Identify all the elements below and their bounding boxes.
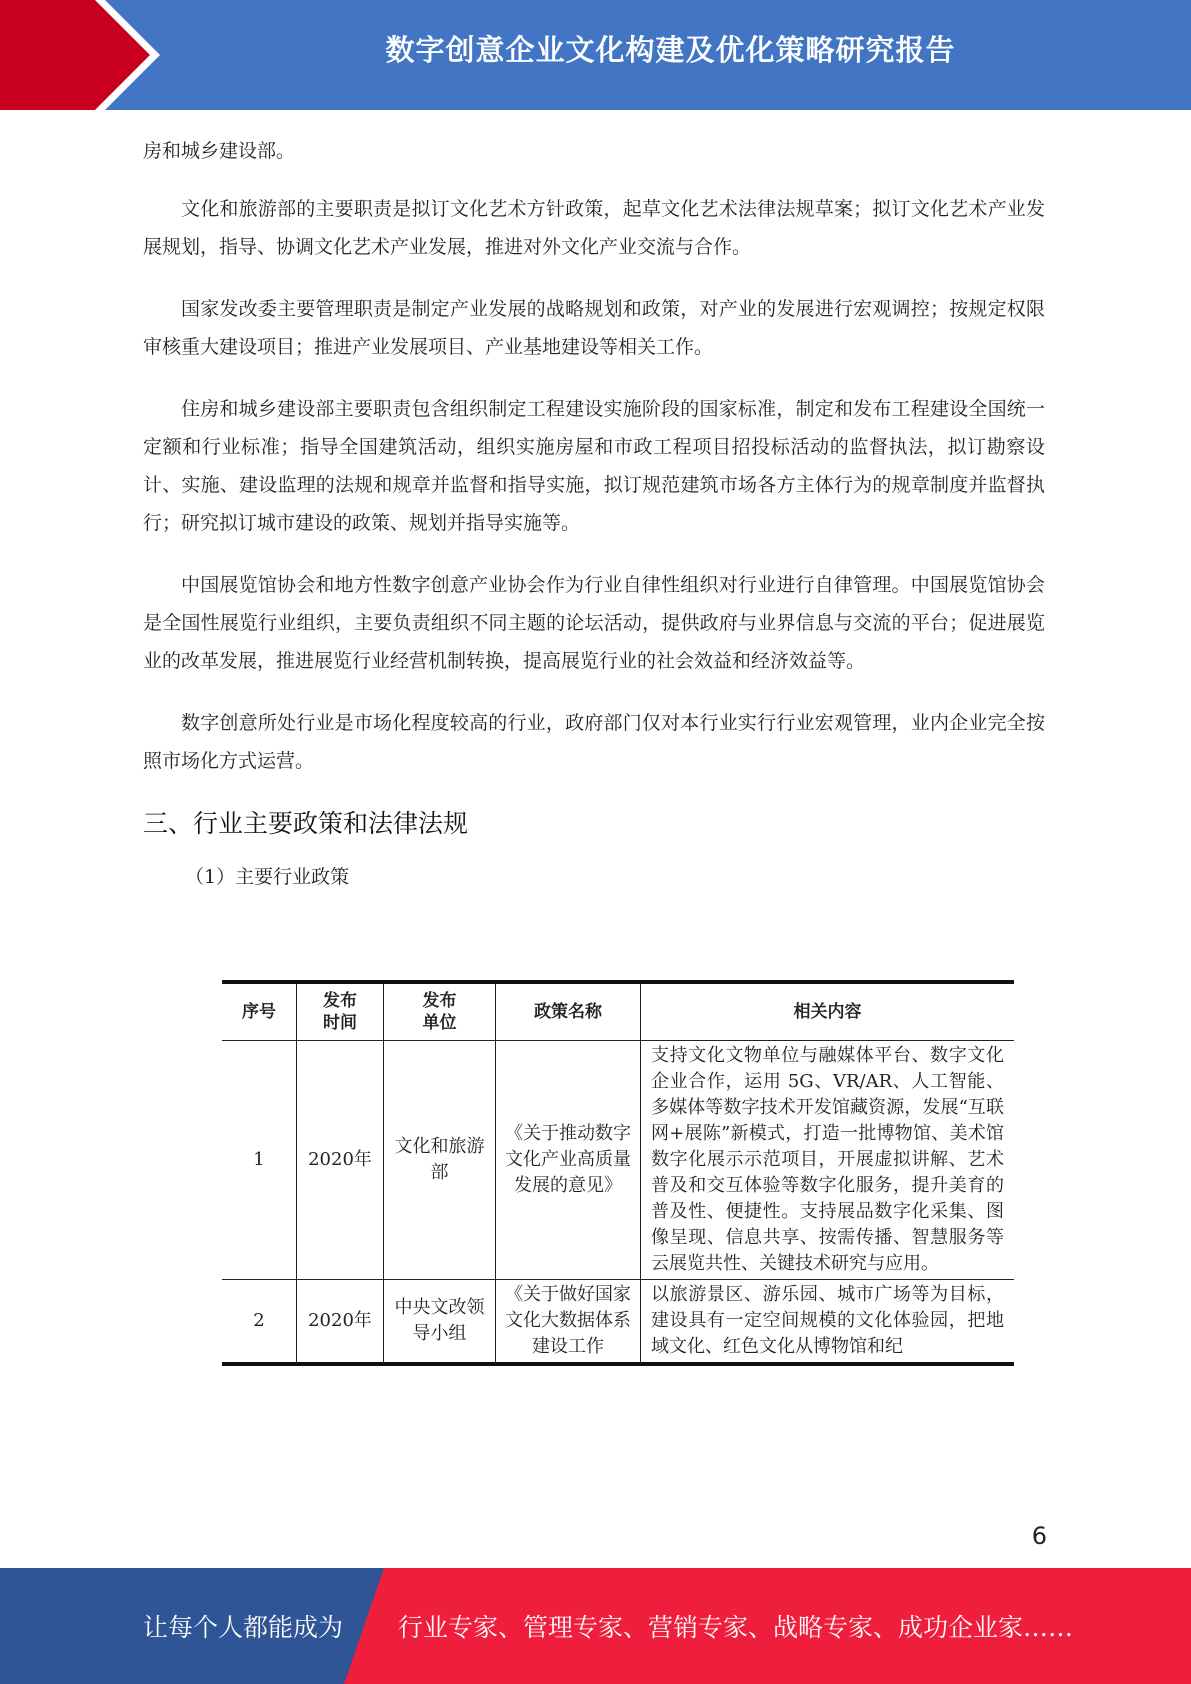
header-no: 序号 xyxy=(222,982,297,1041)
paragraph: 文化和旅游部的主要职责是拟订文化艺术方针政策，起草文化艺术法律法规草案；拟订文化艺术产业发展规划，指导、协调文化艺术产业发展，推进对外文化产业交流与合作。 xyxy=(143,198,1045,258)
cell-unit: 文化和旅游部 xyxy=(384,1041,496,1280)
page-header xyxy=(0,0,1191,110)
header-unit-line2: 单位 xyxy=(422,1013,457,1033)
cell-no: 1 xyxy=(222,1041,297,1280)
footer-slogan-right: 行业专家、管理专家、营销专家、战略专家、成功企业家…… xyxy=(398,1613,1074,1642)
table-row xyxy=(222,1041,1014,1280)
header-content: 相关内容 xyxy=(641,982,1015,1041)
header-unit xyxy=(384,982,496,1041)
paragraph: 中国展览馆协会和地方性数字创意产业协会作为行业自律性组织对行业进行自律管理。中国展览馆协会是全国性展览行业组织，主要负责组织不同主题的论坛活动，提供政府与业界信息与交流的平台；促进展览业的改革发展，推进展览行业经营机制转换，提高展览行业的社会效益和经济效益等。 xyxy=(143,574,1045,672)
sub-heading: （1）主要行业政策 xyxy=(185,866,350,888)
cell-content: 支持文化文物单位与融媒体平台、数字文化企业合作，运用 5G、VR/AR、人工智能、多媒体等数字技术开发馆藏资源，发展“互联网+展陈”新模式，打造一批博物馆、美术馆数字化展示示范项目，开展虚拟讲解、艺术普及和交互体验等数字化服务，提升美育的普及性、便捷性。支持展品数字化采集、图像呈现、信息共享、按需传播、智慧服务等云展览共性、关键技术研究与应用。 xyxy=(641,1041,1015,1280)
header-time xyxy=(297,982,384,1041)
cell-content: 以旅游景区、游乐园、城市广场等为目标，建设具有一定空间规模的文化体验园，把地域文化、红色文化从博物馆和纪 xyxy=(641,1280,1015,1365)
paragraph: 房和城乡建设部。 xyxy=(143,140,296,162)
header-unit-line1: 发布 xyxy=(422,991,457,1011)
header-time-line2: 时间 xyxy=(323,1013,357,1033)
cell-no: 2 xyxy=(222,1280,297,1365)
cell-name: 《关于推动数字文化产业高质量发展的意见》 xyxy=(496,1041,641,1280)
footer-slogan-left: 让每个人都能成为 xyxy=(143,1613,344,1642)
cell-unit: 中央文改领导小组 xyxy=(384,1280,496,1365)
policy-table xyxy=(222,980,1014,1366)
page-number: 6 xyxy=(1031,1522,1047,1550)
table-header-row xyxy=(222,982,1014,1041)
section-heading: 三、行业主要政策和法律法规 xyxy=(143,809,469,838)
policy-table-wrapper xyxy=(222,980,1014,1366)
paragraph: 住房和城乡建设部主要职责包含组织制定工程建设实施阶段的国家标准，制定和发布工程建设全国统一定额和行业标准；指导全国建筑活动，组织实施房屋和市政工程项目招投标活动的监督执法，拟订勘察设计、实施、建设监理的法规和规章并监督和指导实施，拟订规范建筑市场各方主体行为的规章制度并监督执行；研究拟订城市建设的政策、规划并指导实施等。 xyxy=(143,398,1045,534)
header-time-line1: 发布 xyxy=(323,991,357,1011)
page-footer xyxy=(0,1568,1191,1684)
header-title: 数字创意企业文化构建及优化策略研究报告 xyxy=(385,33,956,67)
header-name: 政策名称 xyxy=(496,982,641,1041)
paragraph: 数字创意所处行业是市场化程度较高的行业，政府部门仅对本行业实行行业宏观管理，业内企业完全按照市场化方式运营。 xyxy=(143,712,1045,772)
paragraph: 国家发改委主要管理职责是制定产业发展的战略规划和政策，对产业的发展进行宏观调控；按规定权限审核重大建设项目；推进产业发展项目、产业基地建设等相关工作。 xyxy=(143,298,1045,358)
table-row xyxy=(222,1280,1014,1365)
cell-time: 2020年 xyxy=(297,1280,384,1365)
main-content xyxy=(143,132,1045,925)
cell-name: 《关于做好国家文化大数据体系建设工作 xyxy=(496,1280,641,1365)
cell-time: 2020年 xyxy=(297,1041,384,1280)
